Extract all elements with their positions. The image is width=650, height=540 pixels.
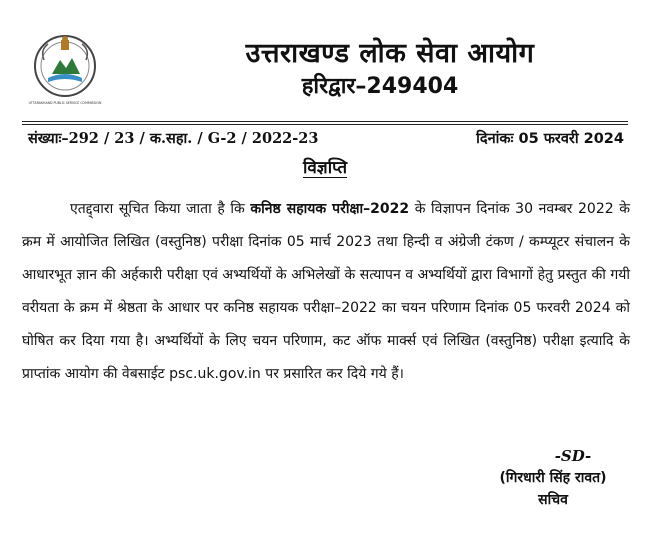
notice-heading-text: विज्ञप्ति (302, 158, 348, 178)
notice-body-start: एतद्द्वारा सूचित किया जाता है कि (70, 201, 251, 217)
header-divider-top (22, 121, 628, 122)
exam-name: कनिष्ठ सहायक परीक्षा–2022 (250, 201, 410, 217)
reference-number: संख्याः–292 / 23 / क.सहा. / G-2 / 2022-23 (28, 130, 319, 147)
organization-name: उत्तराखण्ड लोक सेवा आयोग (245, 38, 535, 69)
notice-body (22, 193, 630, 391)
signature-block (478, 445, 628, 511)
logo-caption: UTTARAKHAND PUBLIC SERVICE COMMISSION (28, 101, 102, 105)
commission-emblem-logo (30, 30, 100, 100)
notice-date: दिनांकः 05 फरवरी 2024 (476, 131, 624, 147)
notice-heading (0, 155, 650, 178)
signature-sd: -SD- (554, 447, 592, 465)
header-divider-bottom (22, 124, 628, 125)
notice-body-rest: के विज्ञापन दिनांक 30 नवम्बर 2022 के क्रम में आयोजित लिखित (वस्तुनिष्ठ) परीक्षा दिनांक 05 मार्च 2023 तथा हिन्दी व अंग्रेजी टंकण / कम्प्यूटर संचालन के आधारभूत ज्ञान की अर्हकारी परीक्षा एवं अभ्यर्थियों के अभिलेखों के सत्यापन व अभ्यर्थियों द्वारा विभागों हेतु प्रस्तुत की गयी वरीयता के क्रम में श्रेष्ठता के आधार पर कनिष्ठ सहायक परीक्षा–2022 का चयन परिणाम दिनांक 05 फरवरी 2024 को घोषित कर दिया गया है। अभ्यर्थियों के लिए चयन परिणाम, कट ऑफ मार्क्स एवं लिखित (वस्तुनिष्ठ) परीक्षा इत्यादि के प्राप्तांक आयोग की वेबसाईट psc.uk.gov.in पर प्रसारित कर दिये गये हैं। (22, 201, 630, 382)
organization-address: हरिद्वार–249404 (301, 74, 459, 99)
signatory-designation: सचिव (538, 492, 568, 508)
signatory-name: (गिरधारी सिंह रावत) (499, 470, 607, 486)
